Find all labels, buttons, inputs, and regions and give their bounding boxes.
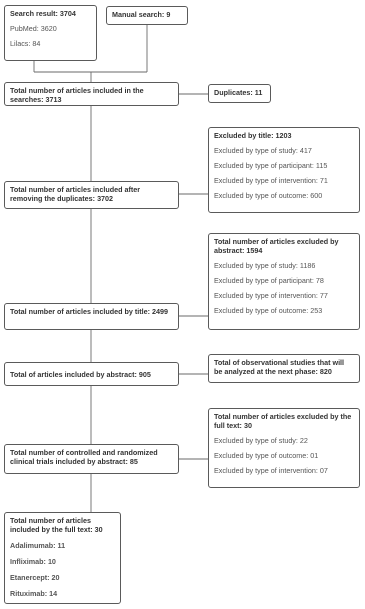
- controlled-trials-box: [4, 444, 179, 474]
- excluded-by-abstract-title: Total number of articles excluded by abstract: 1594: [214, 237, 339, 255]
- included-by-title-box: [4, 303, 179, 330]
- excluded-title-participant: Excluded by type of participant: 115: [214, 161, 328, 170]
- adalimumab-count: Adalimumab: 11: [10, 541, 66, 550]
- excluded-by-title-box: [208, 127, 360, 213]
- excluded-title-study: Excluded by type of study: 417: [214, 146, 312, 155]
- lilacs-count: Lilacs: 84: [10, 39, 41, 48]
- controlled-trials-title: Total number of controlled and randomized clinical trials included by abstract: 85: [10, 448, 158, 466]
- excluded-fulltext-study: Excluded by type of study: 22: [214, 436, 308, 445]
- excluded-fulltext-intervention: Excluded by type of intervention: 07: [214, 466, 328, 475]
- rituximab-count: Rituximab: 14: [10, 589, 58, 598]
- manual-search-title: Manual search: 9: [112, 10, 171, 19]
- excluded-title-outcome: Excluded by type of outcome: 600: [214, 191, 323, 200]
- included-by-title-title: Total number of articles included by title: 2499: [10, 307, 169, 316]
- excluded-by-abstract-box: [208, 233, 360, 330]
- duplicates-title: Duplicates: 11: [214, 88, 263, 97]
- excluded-by-fulltext-box: [208, 408, 360, 488]
- pubmed-count: PubMed: 3620: [10, 24, 57, 33]
- etanercept-count: Etanercept: 20: [10, 573, 60, 582]
- duplicates-box: [208, 84, 271, 103]
- search-result-box: [4, 5, 97, 61]
- excluded-abstract-intervention: Excluded by type of intervention: 77: [214, 291, 328, 300]
- excluded-by-title-title: Excluded by title: 1203: [214, 131, 292, 140]
- excluded-by-fulltext-title: Total number of articles excluded by the full text: 30: [214, 412, 352, 430]
- infliximab-count: Infliximab: 10: [10, 557, 56, 566]
- observational-studies-box: [208, 354, 360, 383]
- excluded-abstract-outcome: Excluded by type of outcome: 253: [214, 306, 323, 315]
- excluded-title-intervention: Excluded by type of intervention: 71: [214, 176, 328, 185]
- after-duplicates-title: Total number of articles included after removing the duplicates: 3702: [10, 185, 141, 203]
- manual-search-box: [106, 6, 188, 25]
- observational-studies-title: Total of observational studies that will be analyzed at the next phase: 820: [214, 358, 345, 376]
- excluded-abstract-participant: Excluded by type of participant: 78: [214, 276, 324, 285]
- search-result-title: Search result: 3704: [10, 9, 76, 18]
- final-included-title: Total number of articles included by the full text: 30: [10, 516, 103, 534]
- included-by-abstract-title: Total of articles included by abstract: 905: [10, 370, 151, 379]
- final-included-box: [4, 512, 121, 604]
- included-searches-title: Total number of articles included in the searches: 3713: [10, 86, 144, 104]
- included-by-abstract-box: [4, 362, 179, 386]
- after-duplicates-box: [4, 181, 179, 209]
- excluded-abstract-study: Excluded by type of study: 1186: [214, 261, 316, 270]
- excluded-fulltext-outcome: Excluded by type of outcome: 01: [214, 451, 319, 460]
- included-searches-box: [4, 82, 179, 106]
